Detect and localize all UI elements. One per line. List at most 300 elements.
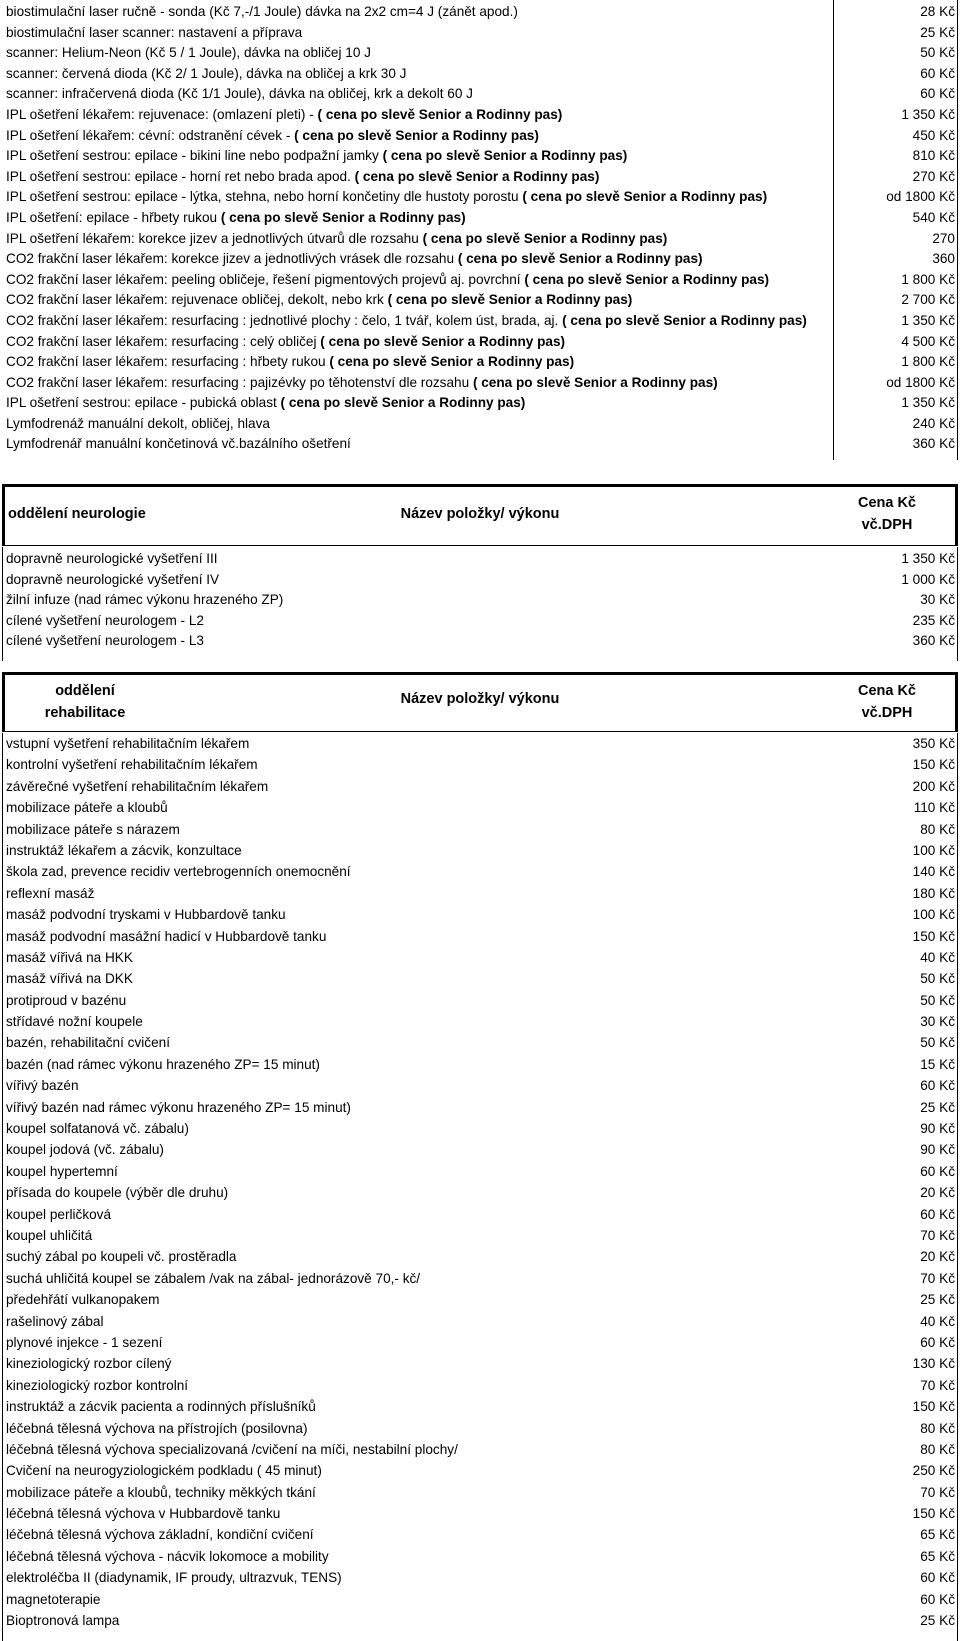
- table-row: [0, 1054, 960, 1075]
- item-description: [6, 1503, 832, 1524]
- item-price: 1 350 Kč: [901, 395, 955, 411]
- price-header-line1: Cena Kč: [857, 495, 916, 511]
- item-text: CO2 frakční laser lékařem: rejuvenace obličej, dekolt, nebo krk: [6, 292, 388, 308]
- item-price: 60 Kč: [920, 65, 955, 81]
- item-price: 20 Kč: [920, 1185, 955, 1201]
- item-text: suchý zábal po koupeli vč. prostěradla: [6, 1249, 237, 1265]
- item-text: IPL ošetření sestrou: epilace - horní ret nebo brada apod.: [6, 168, 355, 184]
- table-row: [0, 1118, 960, 1139]
- item-text: léčebná tělesná výchova - nácvik lokomoce a mobility: [6, 1548, 329, 1564]
- table-row: [0, 434, 960, 455]
- item-price: 1 350 Kč: [901, 551, 955, 566]
- item-price: 150 Kč: [912, 1399, 955, 1415]
- item-price: 25 Kč: [920, 1099, 955, 1115]
- table-row: [0, 1311, 960, 1332]
- table-row: [0, 270, 960, 291]
- item-price: 20 Kč: [920, 1249, 955, 1265]
- item-text: léčebná tělesná výchova základní, kondiční cvičení: [6, 1527, 314, 1543]
- item-text: bazén (nad rámec výkonu hrazeného ZP= 15 minut): [6, 1056, 320, 1072]
- item-description: [6, 1418, 832, 1439]
- item-price: 25 Kč: [920, 1613, 955, 1629]
- table-row: [0, 167, 960, 188]
- table-row: [0, 64, 960, 85]
- item-description: [6, 1225, 832, 1246]
- item-description: [6, 23, 832, 44]
- item-text: cílené vyšetření neurologem - L2: [6, 612, 204, 628]
- item-text: CO2 frakční laser lékařem: resurfacing : jednotlivé plochy : čelo, 1 tvář, kolem úst, brada, aj.: [6, 312, 563, 328]
- item-text: CO2 frakční laser lékařem: resurfacing : pajizévky po těhotenství dle rozsahu: [6, 374, 473, 390]
- item-text: kineziologický rozbor cílený: [6, 1356, 172, 1372]
- table-row: [0, 947, 960, 968]
- table-row: [0, 23, 960, 44]
- item-description: [6, 1311, 832, 1332]
- table-row: [0, 1032, 960, 1053]
- table-row: [0, 1075, 960, 1096]
- table-row: [0, 332, 960, 353]
- item-description: [6, 1524, 832, 1545]
- item-description: [6, 1097, 832, 1118]
- item-text: IPL ošetření lékařem: rejuvenace: (omlazení pleti) -: [6, 106, 318, 122]
- item-price: 350 Kč: [912, 736, 955, 751]
- item-price: 30 Kč: [920, 1014, 955, 1030]
- item-price: 70 Kč: [920, 1484, 955, 1500]
- table-row: [0, 1225, 960, 1246]
- item-price: 1 350 Kč: [901, 312, 955, 328]
- item-text: scanner: červená dioda (Kč 2/ 1 Joule), dávka na obličej a krk 30 J: [6, 65, 407, 81]
- item-price: 50 Kč: [920, 971, 955, 987]
- item-description: [6, 1589, 832, 1610]
- item-description: [6, 861, 832, 882]
- rehabilitation-table: [0, 733, 960, 1641]
- table-row: [0, 1161, 960, 1182]
- table-row: [0, 1396, 960, 1417]
- item-text: kineziologický rozbor kontrolní: [6, 1377, 189, 1393]
- discount-note: ( cena po slevě Senior a Rodinny pas): [472, 374, 718, 390]
- table-row: [0, 373, 960, 394]
- item-description: [6, 570, 832, 591]
- item-text: koupel solfatanová vč. zábalu): [6, 1121, 189, 1137]
- item-price: 250 Kč: [912, 1463, 955, 1479]
- item-text: škola zad, prevence recidiv vertebrogenních onemocnění: [6, 864, 351, 880]
- table-row: [0, 926, 960, 947]
- item-description: [6, 947, 832, 968]
- item-description: [6, 208, 832, 229]
- table-row: [0, 1546, 960, 1567]
- item-text: koupel jodová (vč. zábalu): [6, 1142, 164, 1158]
- item-description: [6, 819, 832, 840]
- item-text: elektroléčba II (diadynamik, IF proudy, ultrazvuk, TENS): [6, 1570, 342, 1586]
- table-row: [0, 208, 960, 229]
- item-description: [6, 1460, 832, 1481]
- item-text: vstupní vyšetření rehabilitačním lékařem: [6, 736, 250, 751]
- item-text: reflexní masáž: [6, 885, 95, 901]
- item-description: [6, 146, 832, 167]
- item-description: [6, 883, 832, 904]
- table-row: [0, 43, 960, 64]
- item-price: 90 Kč: [920, 1121, 955, 1137]
- item-price: 240 Kč: [912, 415, 955, 431]
- discount-note: ( cena po slevě Senior a Rodinny pas): [422, 230, 668, 246]
- item-text: masáž podvodní tryskami v Hubbardově tanku: [6, 907, 286, 923]
- table-row: [0, 883, 960, 904]
- item-text: scanner: infračervená dioda (Kč 1/1 Joule), dávka na obličej, krk a dekolt 60 J: [6, 86, 473, 102]
- item-description: [6, 968, 832, 989]
- item-text: přísada do koupele (výběr dle druhu): [6, 1185, 229, 1201]
- item-price: 60 Kč: [920, 1163, 955, 1179]
- department-line2: rehabilitace: [44, 705, 126, 721]
- item-description: [6, 434, 832, 455]
- price-header-line2: vč.DPH: [861, 517, 913, 533]
- item-text: kontrolní vyšetření rehabilitačním lékařem: [6, 757, 258, 773]
- item-description: [6, 167, 832, 188]
- item-text: cílené vyšetření neurologem - L3: [6, 633, 204, 649]
- item-price: 540 Kč: [912, 209, 955, 225]
- table-row: [0, 1482, 960, 1503]
- item-price: 50 Kč: [920, 45, 955, 61]
- table-row: [0, 1246, 960, 1267]
- item-text: mobilizace páteře a kloubů: [6, 800, 168, 816]
- table-row: [0, 229, 960, 250]
- item-price: 810 Kč: [912, 148, 955, 164]
- table-row: [0, 84, 960, 105]
- table-row: [0, 352, 960, 373]
- price-header-line2: vč.DPH: [861, 705, 913, 721]
- item-text: Bioptronová lampa: [6, 1613, 120, 1629]
- table-row: [0, 1139, 960, 1160]
- item-price: 150 Kč: [912, 757, 955, 773]
- table-row: [0, 733, 960, 754]
- item-description: [6, 840, 832, 861]
- item-description: [6, 84, 832, 105]
- item-description: [6, 1439, 832, 1460]
- item-text: CO2 frakční laser lékařem: korekce jizev a jednotlivých vrásek dle rozsahu: [6, 251, 458, 267]
- item-description: [6, 797, 832, 818]
- table-row: [0, 861, 960, 882]
- discount-note: ( cena po slevě Senior a Rodinny pas): [382, 148, 628, 164]
- table-row: [0, 611, 960, 632]
- item-description: [6, 1289, 832, 1310]
- table-row: [0, 414, 960, 435]
- item-text: plynové injekce - 1 sezení: [6, 1334, 163, 1350]
- discount-note: ( cena po slevě Senior a Rodinny pas): [329, 354, 575, 370]
- item-text: IPL ošetření lékařem: cévní: odstranění cévek -: [6, 127, 295, 143]
- item-description: [6, 270, 832, 291]
- item-description: [6, 187, 832, 208]
- item-price: 65 Kč: [920, 1548, 955, 1564]
- table-row: [0, 1610, 960, 1631]
- item-description: [6, 776, 832, 797]
- neurology-price-column-header: [858, 492, 916, 536]
- item-description: [6, 1353, 832, 1374]
- discount-note: ( cena po slevě Senior a Rodinny pas): [457, 251, 703, 267]
- item-description: [6, 352, 832, 373]
- item-price: 100 Kč: [912, 842, 955, 858]
- item-description: [6, 393, 832, 414]
- table-row: [0, 290, 960, 311]
- item-text: koupel uhličitá: [6, 1227, 93, 1243]
- discount-note: ( cena po slevě Senior a Rodinny pas): [562, 312, 807, 328]
- item-text: vířivý bazén nad rámec výkonu hrazeného ZP= 15 minut): [6, 1099, 351, 1115]
- item-text: suchá uhličitá koupel se zábalem /vak na zábal- jednorázově 70,- kč/: [6, 1270, 421, 1286]
- item-description: [6, 373, 832, 394]
- table-row: [0, 631, 960, 652]
- neurology-table: [0, 547, 960, 661]
- table-row: [0, 904, 960, 925]
- item-price: 235 Kč: [912, 612, 955, 628]
- item-price: 140 Kč: [912, 864, 955, 880]
- table-row: [0, 1567, 960, 1588]
- item-price: 90 Kč: [920, 1142, 955, 1158]
- item-text: dopravně neurologické vyšetření III: [6, 551, 218, 566]
- item-text: Cvičení na neurogyziologickém podkladu ( 45 minut): [6, 1463, 322, 1479]
- item-price: 2 700 Kč: [901, 292, 955, 308]
- item-price: 60 Kč: [920, 86, 955, 102]
- table-row: [0, 1524, 960, 1545]
- item-price: 130 Kč: [912, 1356, 955, 1372]
- item-price: od 1800 Kč: [886, 374, 955, 390]
- table-row: [0, 990, 960, 1011]
- discount-note: ( cena po slevě Senior a Rodinny pas): [524, 271, 770, 287]
- item-description: [6, 1161, 832, 1182]
- discount-note: ( cena po slevě Senior a Rodinny pas): [294, 127, 539, 143]
- item-description: [6, 1054, 832, 1075]
- item-price: 70 Kč: [920, 1377, 955, 1393]
- price-header-line1: Cena Kč: [857, 683, 916, 699]
- item-description: [6, 754, 832, 775]
- item-price: 40 Kč: [920, 949, 955, 965]
- item-price: 270: [932, 230, 955, 246]
- table-row: [0, 187, 960, 208]
- item-description: [6, 64, 832, 85]
- item-description: [6, 105, 832, 126]
- discount-note: ( cena po slevě Senior a Rodinny pas): [220, 209, 466, 225]
- item-description: [6, 126, 832, 147]
- item-price: 60 Kč: [920, 1078, 955, 1094]
- item-text: koupel hypertemní: [6, 1163, 118, 1179]
- item-text: protiproud v bazénu: [6, 992, 127, 1008]
- item-price: 150 Kč: [912, 1506, 955, 1522]
- rehabilitation-price-column-header: [858, 680, 916, 724]
- item-text: masáž podvodní masážní hadicí v Hubbardově tanku: [6, 928, 327, 944]
- item-description: [6, 1268, 832, 1289]
- item-price: 30 Kč: [920, 592, 955, 608]
- item-description: [6, 1118, 832, 1139]
- table-row: [0, 1439, 960, 1460]
- item-text: magnetoterapie: [6, 1591, 101, 1607]
- table-row: [0, 1097, 960, 1118]
- item-price: 450 Kč: [912, 127, 955, 143]
- item-price: 4 500 Kč: [901, 333, 955, 349]
- item-price: 28 Kč: [920, 4, 955, 19]
- table-row: [0, 1204, 960, 1225]
- item-price: 70 Kč: [920, 1227, 955, 1243]
- laser-price-list: [0, 0, 960, 455]
- table-row: [0, 1418, 960, 1439]
- item-text: léčebná tělesná výchova na přístrojích (posilovna): [6, 1420, 308, 1436]
- item-text: vířivý bazén: [6, 1078, 79, 1094]
- item-description: [6, 229, 832, 250]
- item-text: instruktáž lékařem a zácvik, konzultace: [6, 842, 242, 858]
- item-text: rašelinový zábal: [6, 1313, 104, 1329]
- rehabilitation-item-column-header: Název položky/ výkonu: [400, 691, 560, 707]
- item-price: 60 Kč: [920, 1591, 955, 1607]
- item-text: CO2 frakční laser lékařem: resurfacing : hřbety rukou: [6, 354, 330, 370]
- item-text: koupel perličková: [6, 1206, 112, 1222]
- item-price: 70 Kč: [920, 1270, 955, 1286]
- table-row: [0, 1289, 960, 1310]
- item-text: masáž vířivá na DKK: [6, 971, 133, 987]
- item-text: masáž vířivá na HKK: [6, 949, 133, 965]
- table-row: [0, 1460, 960, 1481]
- item-text: IPL ošetření sestrou: epilace - bikini line nebo podpažní jamky: [6, 148, 383, 164]
- department-line1: oddělení: [55, 683, 115, 699]
- item-price: 80 Kč: [920, 1441, 955, 1457]
- discount-note: ( cena po slevě Senior a Rodinny pas): [317, 106, 563, 122]
- item-text: scanner: Helium-Neon (Kč 5 / 1 Joule), dávka na obličej 10 J: [6, 45, 371, 61]
- item-description: [6, 414, 832, 435]
- item-text: biostimulační laser scanner: nastavení a příprava: [6, 24, 303, 40]
- item-description: [6, 611, 832, 632]
- item-text: instruktáž a zácvik pacienta a rodinných příslušníků: [6, 1399, 316, 1415]
- item-price: 360 Kč: [912, 633, 955, 649]
- table-row: [0, 1589, 960, 1610]
- table-row: [0, 1268, 960, 1289]
- item-description: [6, 1546, 832, 1567]
- item-price: 180 Kč: [912, 885, 955, 901]
- item-description: [6, 549, 832, 570]
- item-price: 1 350 Kč: [901, 106, 955, 122]
- item-text: předehřátí vulkanopakem: [6, 1292, 160, 1308]
- item-price: 270 Kč: [912, 168, 955, 184]
- item-text: závěrečné vyšetření rehabilitačním lékařem: [6, 778, 269, 794]
- item-description: [6, 1482, 832, 1503]
- item-price: 80 Kč: [920, 821, 955, 837]
- item-description: [6, 332, 832, 353]
- item-description: [6, 926, 832, 947]
- item-price: 50 Kč: [920, 992, 955, 1008]
- table-row: [0, 311, 960, 332]
- neurology-item-column-header: Název položky/ výkonu: [400, 506, 560, 522]
- item-description: [6, 1396, 832, 1417]
- item-description: [6, 1032, 832, 1053]
- item-description: [6, 1075, 832, 1096]
- item-description: [6, 1610, 832, 1631]
- item-text: střídavé nožní koupele: [6, 1014, 143, 1030]
- item-price: 110 Kč: [913, 800, 955, 816]
- item-description: [6, 631, 832, 652]
- table-row: [0, 1375, 960, 1396]
- item-description: [6, 1567, 832, 1588]
- table-row: [0, 819, 960, 840]
- item-price: 200 Kč: [912, 778, 955, 794]
- discount-note: ( cena po slevě Senior a Rodinny pas): [522, 189, 768, 205]
- neurology-department-label: oddělení neurologie: [8, 506, 146, 522]
- item-price: 80 Kč: [920, 1420, 955, 1436]
- table-row: [0, 1011, 960, 1032]
- item-price: 60 Kč: [920, 1206, 955, 1222]
- item-text: dopravně neurologické vyšetření IV: [6, 571, 220, 587]
- item-description: [6, 1246, 832, 1267]
- table-row: [0, 1332, 960, 1353]
- item-description: [6, 290, 832, 311]
- item-text: CO2 frakční laser lékařem: peeling obličeje, řešení pigmentových projevů aj. povrchní: [6, 271, 525, 287]
- item-description: [6, 1375, 832, 1396]
- item-description: [6, 904, 832, 925]
- item-text: biostimulační laser ručně - sonda (Kč 7,-/1 Joule) dávka na 2x2 cm=4 J (zánět apod.): [6, 4, 518, 19]
- item-text: IPL ošetření sestrou: epilace - pubická oblast: [6, 395, 281, 411]
- item-price: 360: [932, 251, 955, 267]
- item-text: žilní infuze (nad rámec výkonu hrazeného ZP): [6, 592, 284, 608]
- table-row: [0, 249, 960, 270]
- neurology-rows: [0, 547, 960, 652]
- item-description: [6, 2, 832, 23]
- item-price: 1 000 Kč: [901, 571, 955, 587]
- rehabilitation-table-header: [0, 672, 960, 732]
- item-text: bazén, rehabilitační cvičení: [6, 1035, 170, 1051]
- item-text: Lymfodrenář manuální končetinová vč.bazálního ošetření: [6, 436, 351, 452]
- table-row: [0, 1182, 960, 1203]
- item-text: mobilizace páteře s nárazem: [6, 821, 180, 837]
- item-price: 25 Kč: [920, 1292, 955, 1308]
- item-price: 60 Kč: [920, 1570, 955, 1586]
- discount-note: ( cena po slevě Senior a Rodinny pas): [280, 395, 526, 411]
- discount-note: ( cena po slevě Senior a Rodinny pas): [387, 292, 633, 308]
- item-text: IPL ošetření sestrou: epilace - lýtka, stehna, nebo horní končetiny dle hustoty porostu: [6, 189, 523, 205]
- item-description: [6, 733, 832, 754]
- table-row: [0, 549, 960, 570]
- item-text: Lymfodrenáž manuální dekolt, obličej, hlava: [6, 415, 270, 431]
- laser-price-rows: [0, 0, 960, 455]
- item-price: 100 Kč: [912, 907, 955, 923]
- item-text: IPL ošetření: epilace - hřbety rukou: [6, 209, 221, 225]
- item-price: 60 Kč: [920, 1334, 955, 1350]
- item-price: 1 800 Kč: [901, 271, 955, 287]
- table-row: [0, 754, 960, 775]
- table-row: [0, 105, 960, 126]
- item-price: 15 Kč: [920, 1056, 955, 1072]
- item-description: [6, 1011, 832, 1032]
- item-price: 40 Kč: [920, 1313, 955, 1329]
- item-description: [6, 1182, 832, 1203]
- item-price: 360 Kč: [912, 436, 955, 452]
- item-price: 150 Kč: [912, 928, 955, 944]
- table-row: [0, 393, 960, 414]
- table-row: [0, 2, 960, 23]
- item-description: [6, 1139, 832, 1160]
- item-text: mobilizace páteře a kloubů, techniky měkkých tkání: [6, 1484, 316, 1500]
- item-price: 65 Kč: [920, 1527, 955, 1543]
- item-description: [6, 590, 832, 611]
- item-description: [6, 249, 832, 270]
- item-price: 1 800 Kč: [901, 354, 955, 370]
- neurology-table-header: [0, 484, 960, 546]
- discount-note: ( cena po slevě Senior a Rodinny pas): [354, 168, 600, 184]
- table-row: [0, 146, 960, 167]
- item-description: [6, 43, 832, 64]
- item-price: 50 Kč: [920, 1035, 955, 1051]
- rehabilitation-rows: [0, 733, 960, 1631]
- item-text: léčebná tělesná výchova specializovaná /cvičení na míči, nestabilní plochy/: [6, 1441, 458, 1457]
- table-row: [0, 570, 960, 591]
- table-row: [0, 776, 960, 797]
- table-row: [0, 590, 960, 611]
- item-price: 25 Kč: [920, 24, 955, 40]
- item-text: IPL ošetření lékařem: korekce jizev a jednotlivých útvarů dle rozsahu: [6, 230, 423, 246]
- table-row: [0, 968, 960, 989]
- table-row: [0, 1503, 960, 1524]
- discount-note: ( cena po slevě Senior a Rodinny pas): [320, 333, 566, 349]
- item-text: léčebná tělesná výchova v Hubbardově tanku: [6, 1506, 281, 1522]
